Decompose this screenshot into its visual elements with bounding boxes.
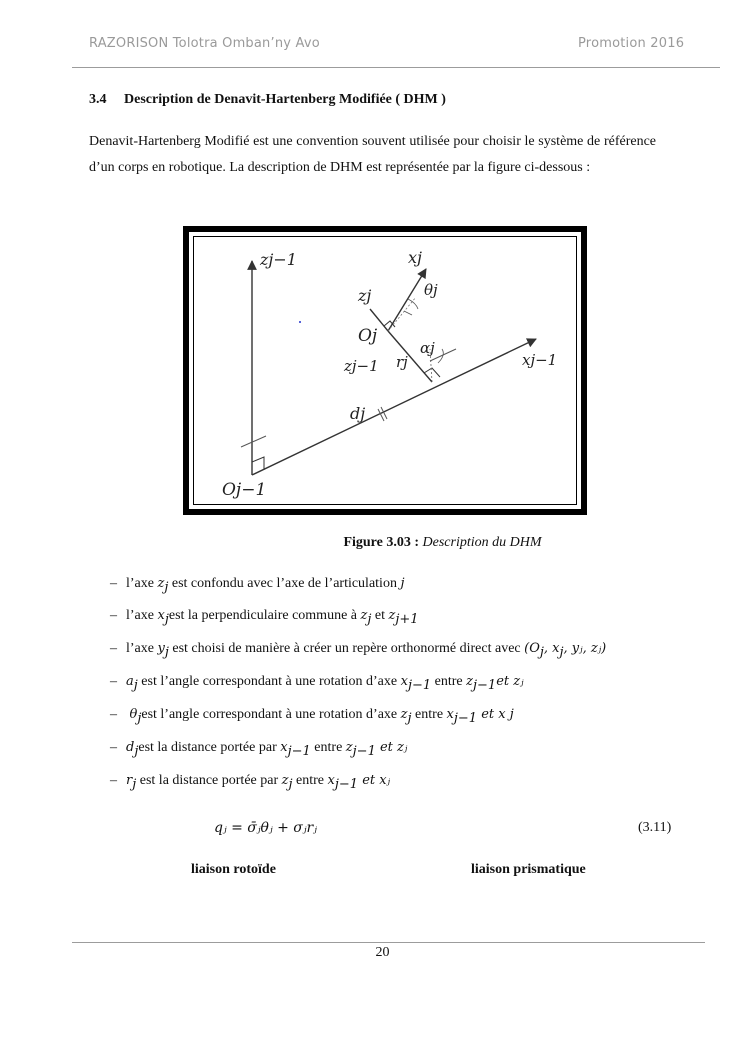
- figure-caption: [0, 535, 745, 551]
- label-rotoide: liaison rotoïde: [191, 862, 276, 877]
- label-prismatique: liaison prismatique: [471, 862, 586, 877]
- x-prev-axis: [252, 339, 536, 475]
- label-r-j: rj: [396, 353, 408, 371]
- stray-dot: [299, 321, 301, 323]
- footer-rule: [72, 942, 705, 943]
- label-x-j: xj: [408, 248, 422, 267]
- x-j-axis: [388, 269, 426, 331]
- list-item: – $a_j$ est l’angle correspondant à une rotation d’axe $x_{j-1}$ entre $z_{j-1}et$ zⱼ: [110, 674, 524, 693]
- header-author: RAZORISON Tolotra Omban’ny Avo: [89, 36, 320, 51]
- list-item: – $r_j$ est la distance portée par $z_j$ entre $x_{j-1}$ et xⱼ: [110, 773, 391, 792]
- list-item: – l’axe $y_j$ est choisi de manière à créer un repère orthonormé direct avec ($O_j$, $x_j$, yⱼ, zⱼ): [110, 641, 607, 660]
- equation-number: (3.11): [638, 820, 672, 835]
- z-prev-tick: [241, 436, 266, 447]
- list-item: – $d_jest$ la distance portée par $x_{j-1}$ entre $z_{j-1}$ et zⱼ: [110, 740, 408, 759]
- intro-paragraph: Denavit-Hartenberg Modifié est une convention souvent utilisée pour choisir le système de référence d’un corps en robotique. La description de DHM est représentée par la figure ci-dessous :: [89, 134, 656, 175]
- label-x-prev: xj−1: [522, 351, 558, 369]
- label-z-prev-mid: zj−1: [344, 357, 379, 375]
- theta-dashed: [388, 297, 416, 331]
- page-number: 20: [375, 945, 390, 960]
- section-title: Description de Denavit-Hartenberg Modifiée ( DHM ): [124, 92, 446, 107]
- list-item: – $\theta_jest$ l’angle correspondant à une rotation d’axe $z_j$ entre $x_{j-1}$ et x j: [110, 707, 514, 726]
- list-item: – l’axe $z_j$ est confondu avec l’axe de l’articulation j: [110, 576, 405, 595]
- caption-text: Description du DHM: [422, 535, 542, 550]
- label-z-prev-top: zj−1: [260, 250, 297, 269]
- header-promotion: Promotion 2016: [578, 36, 685, 51]
- label-z-j: zj: [358, 286, 372, 305]
- caption-label: Figure 3.03 :: [343, 535, 420, 550]
- section-number: 3.4: [89, 92, 107, 107]
- dhm-figure: [183, 226, 587, 515]
- theta-arc: [408, 299, 418, 309]
- dhm-diagram: [194, 237, 576, 504]
- equation: qⱼ = σ̄ⱼθⱼ + σⱼrⱼ: [214, 820, 317, 836]
- label-alpha-j: αj: [420, 339, 435, 357]
- label-o-prev: Oj−1: [222, 480, 267, 500]
- theta-tick: [404, 311, 412, 315]
- label-o-j: Oj: [358, 326, 378, 346]
- section-heading: [89, 92, 446, 108]
- label-theta-j: θj: [424, 281, 438, 299]
- list-item: – l’axe $x_jest$ la perpendiculaire commune à $z_j$ et $z_{j+1}$: [110, 608, 419, 627]
- label-d-j: dj: [350, 404, 366, 423]
- right-angle-origin: [252, 457, 264, 470]
- header-rule: [72, 67, 720, 68]
